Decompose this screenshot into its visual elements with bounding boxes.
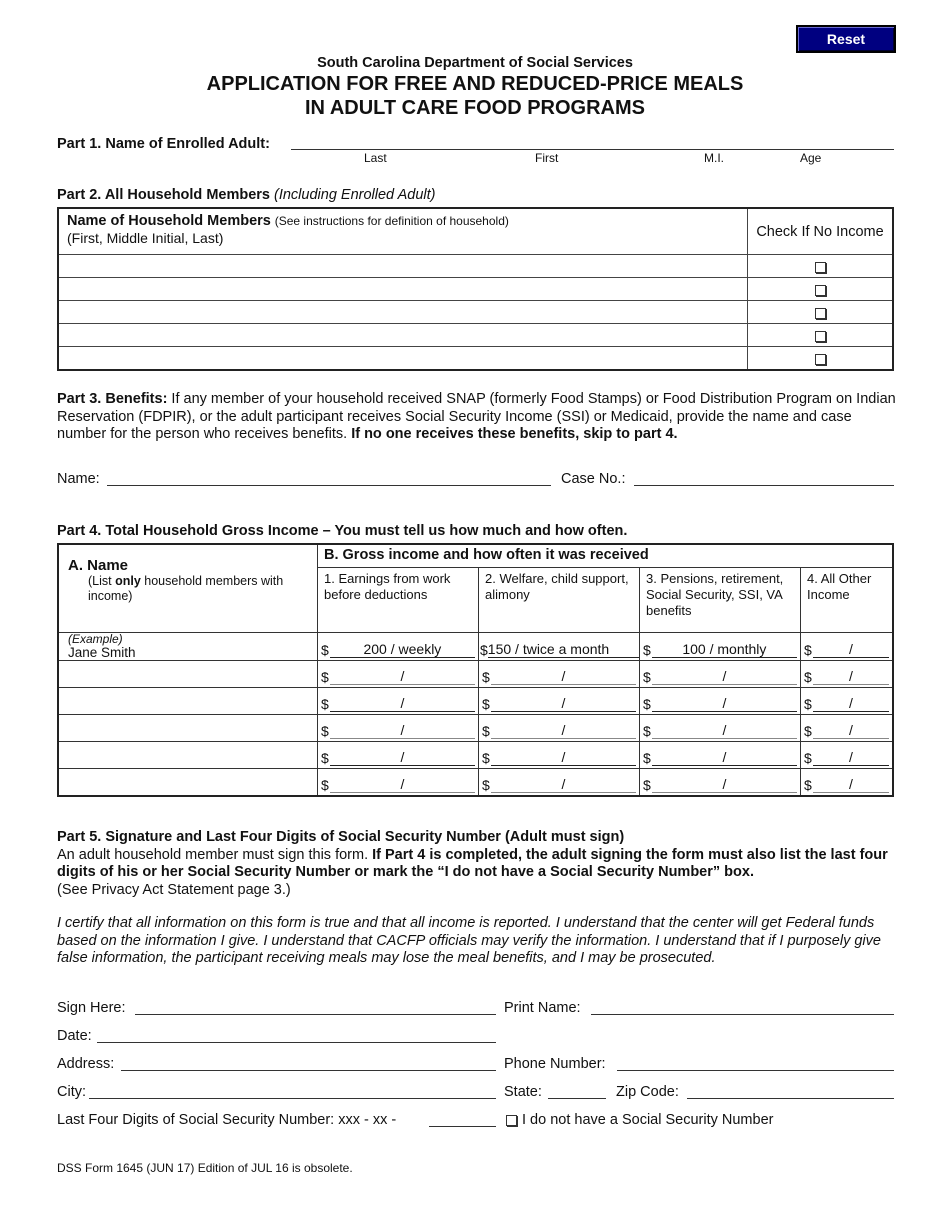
col-header-name	[58, 208, 748, 255]
part5-text	[57, 829, 902, 899]
part5-heading: Part 5. Signature and Last Four Digits of Social Security Number (Adult must sign)	[57, 829, 625, 845]
col-header-name-bold: Name of Household Members	[67, 213, 271, 229]
form-footer: DSS Form 1645 (JUN 17) Edition of JUL 16 is obsolete.	[57, 1161, 353, 1175]
household-row	[58, 255, 893, 278]
income-name-field[interactable]	[58, 661, 318, 688]
part1-label: Part 1. Name of Enrolled Adult:	[57, 136, 270, 152]
col-header-no-income: Check If No Income	[748, 208, 894, 255]
household-name-field[interactable]	[58, 255, 748, 278]
household-members-table	[57, 207, 894, 371]
household-row	[58, 301, 893, 324]
benefits-name-label: Name:	[57, 471, 100, 487]
state-field[interactable]	[548, 1098, 606, 1099]
agency-name: South Carolina Department of Social Services	[317, 55, 633, 71]
case-number-field[interactable]	[634, 485, 894, 486]
no-income-checkbox[interactable]	[815, 354, 826, 365]
subcol-other: 4. All Other Income	[801, 568, 894, 633]
no-income-checkbox[interactable]	[815, 331, 826, 342]
city-label: City:	[57, 1084, 86, 1100]
example-pensions: 100 / monthly	[652, 641, 797, 658]
pensions-field[interactable]: /	[652, 695, 797, 712]
income-row: $ / $ / $ / $ /	[58, 715, 893, 742]
other-income-field[interactable]: /	[813, 695, 889, 712]
form-title	[0, 72, 950, 120]
pensions-field[interactable]: /	[652, 668, 797, 685]
part3-text	[57, 391, 897, 444]
ssn-last-four-field[interactable]	[429, 1126, 496, 1127]
part4-heading: Part 4. Total Household Gross Income – You must tell us how much and how often.	[57, 523, 628, 539]
phone-label: Phone Number:	[504, 1056, 606, 1072]
zip-field[interactable]	[687, 1098, 894, 1099]
zip-label: Zip Code:	[616, 1084, 679, 1100]
case-number-label: Case No.:	[561, 471, 626, 487]
col-a-title: A. Name	[68, 557, 129, 574]
no-ssn-option	[506, 1112, 773, 1128]
pensions-field[interactable]: /	[652, 776, 797, 793]
example-other: /	[813, 641, 889, 658]
income-name-field[interactable]	[58, 742, 318, 769]
no-income-checkbox[interactable]	[815, 308, 826, 319]
city-field[interactable]	[89, 1098, 496, 1099]
sublabel-first: First	[535, 151, 559, 165]
example-earnings: 200 / weekly	[330, 641, 475, 658]
subcol-pensions: 3. Pensions, retirement, Social Security, SSI, VA benefits	[640, 568, 801, 633]
earnings-field[interactable]: /	[330, 776, 475, 793]
other-income-field[interactable]: /	[813, 749, 889, 766]
no-ssn-checkbox[interactable]	[506, 1115, 517, 1126]
col-header-b: B. Gross income and how often it was received	[318, 544, 894, 568]
subcol-welfare: 2. Welfare, child support, alimony	[479, 568, 640, 633]
income-row: $ / $ / $ / $ /	[58, 661, 893, 688]
household-row	[58, 278, 893, 301]
income-name-field[interactable]	[58, 688, 318, 715]
pensions-field[interactable]: /	[652, 722, 797, 739]
col-header-name-sub: (First, Middle Initial, Last)	[67, 230, 224, 246]
certification-statement: I certify that all information on this form is true and that all income is reported. I understand that the center will get Federal funds based on the information I give. I understand that CACFP officials may verify the information. I understand that if I purposely give false information, the participant receiving meals may lose the meal benefits, and I may be prosecuted.	[57, 915, 881, 966]
example-welfare: 150 / twice a month	[488, 641, 639, 658]
part3-skip-note: If no one receives these benefits, skip to part 4.	[351, 426, 678, 442]
signature-field[interactable]	[135, 1014, 496, 1015]
form-title-line2: IN ADULT CARE FOOD PROGRAMS	[305, 97, 645, 119]
col-a-note: (List only household members with income)	[88, 574, 284, 603]
no-income-checkbox[interactable]	[815, 285, 826, 296]
household-name-field[interactable]	[58, 324, 748, 347]
part2-heading-italic: (Including Enrolled Adult)	[274, 187, 436, 203]
earnings-field[interactable]: /	[330, 695, 475, 712]
sign-here-label: Sign Here:	[57, 1000, 126, 1016]
date-label: Date:	[57, 1028, 92, 1044]
income-row: $ / $ / $ / $ /	[58, 688, 893, 715]
address-field[interactable]	[121, 1070, 496, 1071]
part5-privacy-note: (See Privacy Act Statement page 3.)	[57, 881, 291, 898]
income-name-field[interactable]	[58, 769, 318, 797]
income-row: $ / $ / $ / $ /	[58, 742, 893, 769]
sublabel-age: Age	[800, 151, 822, 165]
sublabel-mi: M.I.	[704, 151, 724, 165]
subcol-earnings: 1. Earnings from work before deductions	[318, 568, 479, 633]
other-income-field[interactable]: /	[813, 722, 889, 739]
welfare-field[interactable]: /	[491, 776, 636, 793]
other-income-field[interactable]: /	[813, 668, 889, 685]
household-name-field[interactable]	[58, 347, 748, 371]
ssn-label: Last Four Digits of Social Security Number: xxx - xx -	[57, 1112, 397, 1128]
other-income-field[interactable]: /	[813, 776, 889, 793]
no-ssn-label: I do not have a Social Security Number	[522, 1112, 774, 1128]
col-header-a-name	[58, 544, 318, 633]
address-label: Address:	[57, 1056, 115, 1072]
household-row	[58, 347, 893, 371]
print-name-label: Print Name:	[504, 1000, 581, 1016]
state-label: State:	[504, 1084, 542, 1100]
form-title-line1: APPLICATION FOR FREE AND REDUCED-PRICE MEALS	[206, 73, 744, 95]
welfare-field[interactable]: /	[491, 722, 636, 739]
part5-body: An adult household member must sign this form.	[57, 846, 373, 863]
benefits-name-field[interactable]	[107, 485, 551, 486]
col-header-name-note: (See instructions for definition of household)	[274, 214, 509, 228]
household-row	[58, 324, 893, 347]
income-table	[57, 543, 894, 797]
welfare-field[interactable]: /	[491, 695, 636, 712]
welfare-field[interactable]: /	[491, 668, 636, 685]
earnings-field[interactable]: /	[330, 668, 475, 685]
part2-heading	[57, 187, 435, 203]
household-name-field[interactable]	[58, 278, 748, 301]
part2-heading-bold: Part 2. All Household Members	[57, 187, 270, 203]
pensions-field[interactable]: /	[652, 749, 797, 766]
sublabel-last: Last	[364, 151, 387, 165]
income-row: $ / $ / $ / $ /	[58, 769, 893, 797]
earnings-field[interactable]: /	[330, 722, 475, 739]
no-income-checkbox[interactable]	[815, 262, 826, 273]
example-name: (Example) Jane Smith	[58, 633, 318, 661]
reset-button[interactable]: Reset	[796, 25, 896, 53]
income-name-field[interactable]	[58, 715, 318, 742]
welfare-field[interactable]: /	[491, 749, 636, 766]
part3-body: If any member of your household received SNAP (formerly Food Stamps) or Food Distribution Program on Indian Reservation (FDPIR), or the adult participant receives Social Security Income (SSI) or Medicaid, provide the name and case number for the person who receives benefits.	[57, 391, 896, 442]
date-field[interactable]	[97, 1042, 496, 1043]
phone-field[interactable]	[617, 1070, 894, 1071]
part5-body-bold: If Part 4 is completed, the adult signing the form must also list the last four digits of his or her Social Security Number or mark the “I do not have a Social Security Number” box.	[57, 846, 888, 880]
example-row: (Example) Jane Smith $ 200 / weekly $ 150 / twice a month $ 100 / monthly $ /	[58, 633, 893, 661]
enrolled-adult-name-field[interactable]	[291, 149, 894, 150]
part3-heading: Part 3. Benefits:	[57, 391, 168, 407]
print-name-field[interactable]	[591, 1014, 894, 1015]
earnings-field[interactable]: /	[330, 749, 475, 766]
household-name-field[interactable]	[58, 301, 748, 324]
